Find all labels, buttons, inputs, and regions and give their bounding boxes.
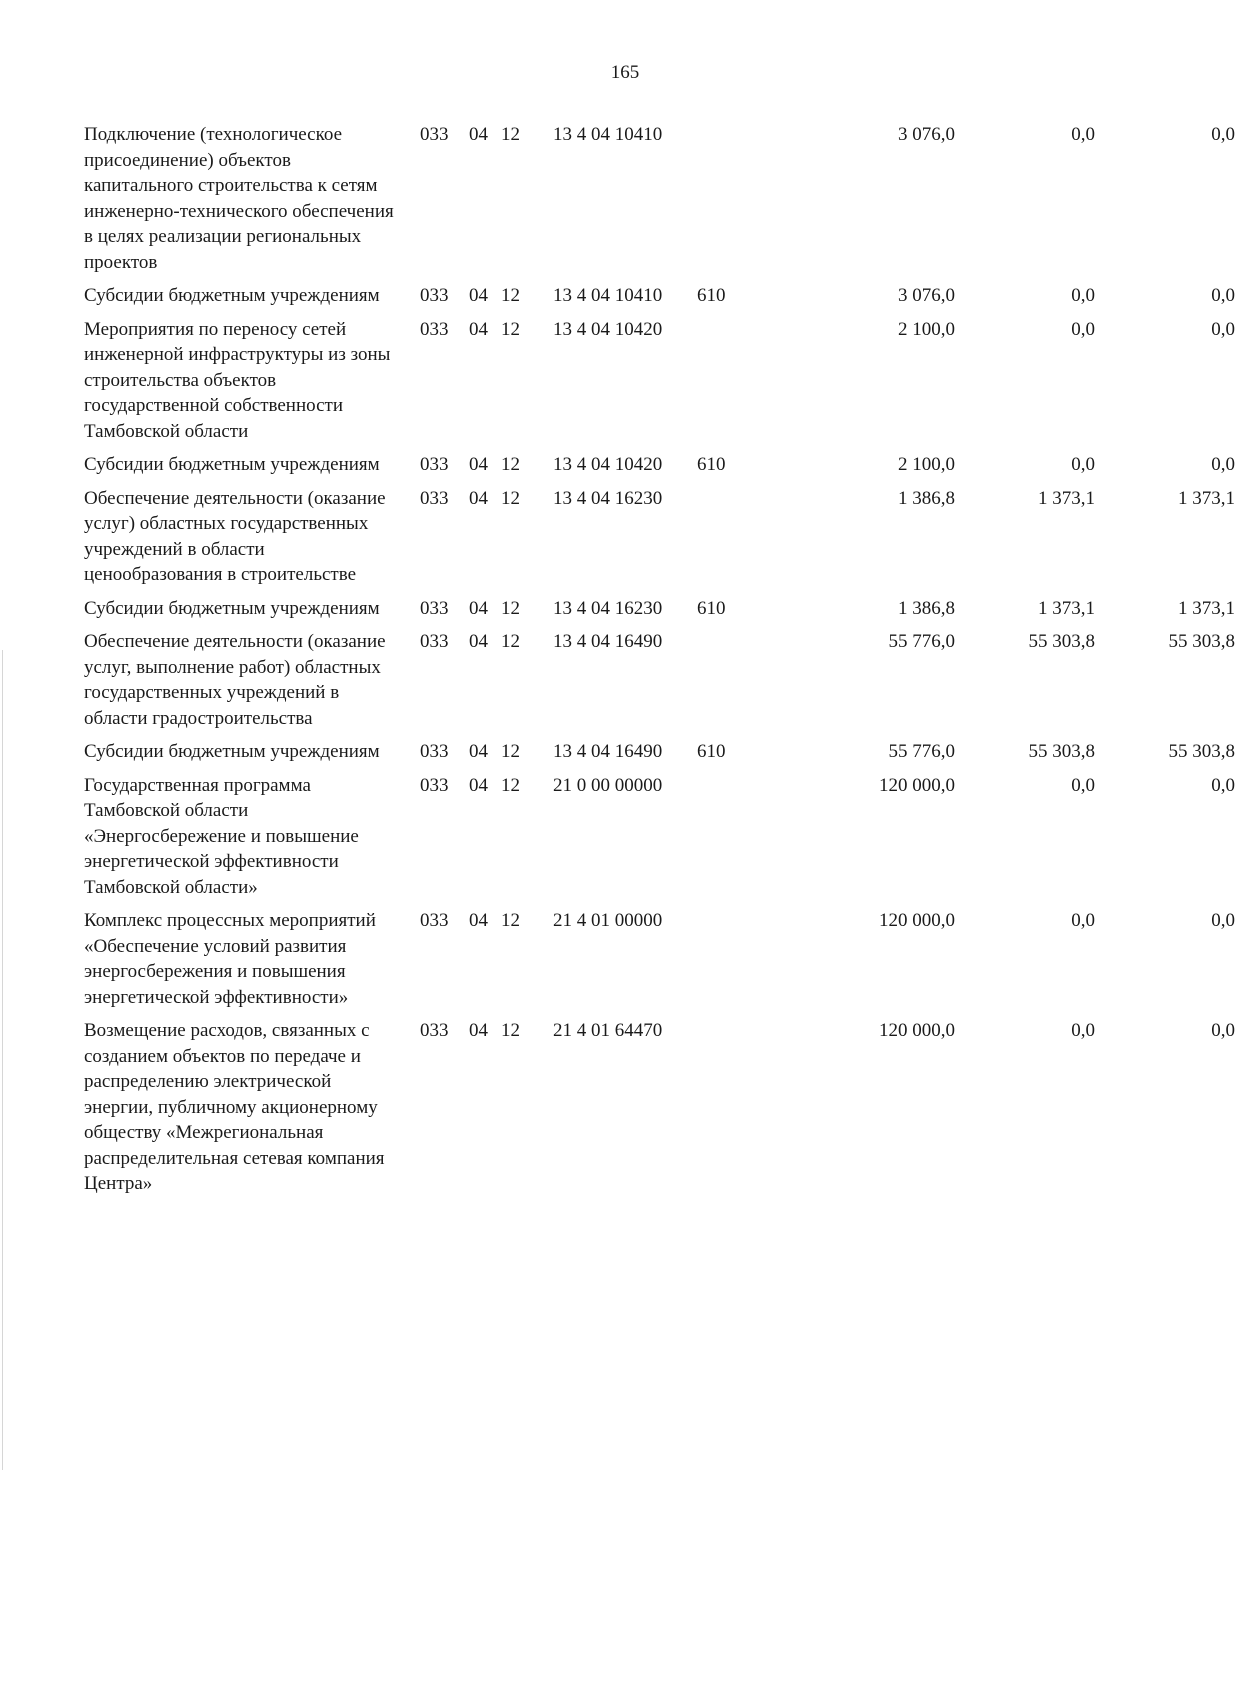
page-number: 165 xyxy=(610,62,640,83)
row-name: Мероприятия по переносу сетей инженерной инфраструктуры из зоны строительства объектов государственной собственности Тамбовской области xyxy=(84,318,391,442)
expense-type-code: 610 xyxy=(697,285,726,306)
amount-year-1: 120 000,0 xyxy=(879,774,955,796)
amount-year-3: 0,0 xyxy=(1211,910,1235,931)
target-article-code: 13 4 04 16230 xyxy=(553,597,663,619)
amount-year-2: 0,0 xyxy=(1071,318,1095,340)
table-row xyxy=(84,596,1235,622)
amount-year-1: 120 000,0 xyxy=(879,910,955,931)
ministry-code: 033 xyxy=(420,910,449,931)
target-article-code: 13 4 04 10420 xyxy=(553,454,663,475)
target-article-code: 13 4 04 16490 xyxy=(553,631,663,652)
row-name: Субсидии бюджетным учреждениям xyxy=(84,741,380,762)
table-row xyxy=(84,486,1235,588)
subsection-code: 12 xyxy=(501,1020,520,1041)
amount-year-2: 1 373,1 xyxy=(1038,597,1095,619)
table-row xyxy=(84,908,1235,1010)
amount-year-3: 0,0 xyxy=(1211,318,1235,340)
section-code: 04 xyxy=(469,1020,488,1041)
table-row xyxy=(84,1018,1235,1197)
section-code: 04 xyxy=(469,910,488,931)
target-article-code: 13 4 04 16490 xyxy=(553,741,663,762)
budget-table xyxy=(84,122,1235,1205)
target-article-code: 13 4 04 10420 xyxy=(553,318,663,340)
amount-year-2: 0,0 xyxy=(1071,1020,1095,1041)
row-name: Субсидии бюджетным учреждениям xyxy=(84,285,380,306)
subsection-code: 12 xyxy=(501,597,520,619)
expense-type-code: 610 xyxy=(697,741,726,762)
row-name: Государственная программа Тамбовской области «Энергосбережение и повышение энергетической эффективности Тамбовской области» xyxy=(84,774,359,898)
amount-year-2: 0,0 xyxy=(1071,910,1095,931)
amount-year-3: 1 373,1 xyxy=(1178,597,1235,619)
expense-type-code: 610 xyxy=(697,454,726,475)
table-row xyxy=(84,283,1235,309)
amount-year-3: 0,0 xyxy=(1211,1020,1235,1041)
row-name: Субсидии бюджетным учреждениям xyxy=(84,454,380,475)
table-row xyxy=(84,122,1235,275)
subsection-code: 12 xyxy=(501,774,520,796)
amount-year-3: 0,0 xyxy=(1211,454,1235,475)
amount-year-2: 0,0 xyxy=(1071,454,1095,475)
section-code: 04 xyxy=(469,285,488,306)
ministry-code: 033 xyxy=(420,285,449,306)
amount-year-2: 0,0 xyxy=(1071,774,1095,796)
scan-margin-line xyxy=(2,650,3,1470)
amount-year-3: 1 373,1 xyxy=(1178,487,1235,509)
ministry-code: 033 xyxy=(420,1020,449,1041)
table-row xyxy=(84,773,1235,901)
subsection-code: 12 xyxy=(501,124,520,145)
table-row xyxy=(84,452,1235,478)
target-article-code: 13 4 04 16230 xyxy=(553,487,663,509)
row-name: Подключение (технологическое присоединение) объектов капитального строительства к сетям инженерно-технического обеспечения в целях реализации региональных проектов xyxy=(84,124,394,273)
row-name: Обеспечение деятельности (оказание услуг) областных государственных учреждений в области ценообразования в строительстве xyxy=(84,487,386,585)
table-row xyxy=(84,317,1235,445)
amount-year-1: 3 076,0 xyxy=(898,285,955,306)
amount-year-3: 0,0 xyxy=(1211,124,1235,145)
section-code: 04 xyxy=(469,741,488,762)
amount-year-1: 1 386,8 xyxy=(898,487,955,509)
amount-year-1: 55 776,0 xyxy=(888,741,955,762)
amount-year-1: 2 100,0 xyxy=(898,318,955,340)
amount-year-3: 0,0 xyxy=(1211,774,1235,796)
row-name: Комплекс процессных мероприятий «Обеспечение условий развития энергосбережения и повышения энергетической эффективности» xyxy=(84,910,376,1008)
row-name: Обеспечение деятельности (оказание услуг, выполнение работ) областных государственных учреждений в области градостроительства xyxy=(84,631,386,729)
section-code: 04 xyxy=(469,631,488,652)
table-row xyxy=(84,739,1235,765)
subsection-code: 12 xyxy=(501,741,520,762)
row-name: Возмещение расходов, связанных с созданием объектов по передаче и распределению электрической энергии, публичному акционерному обществу «Межрегиональная распределительная сетевая компания Центра» xyxy=(84,1020,385,1194)
target-article-code: 21 4 01 00000 xyxy=(553,910,663,931)
amount-year-1: 2 100,0 xyxy=(898,454,955,475)
amount-year-2: 55 303,8 xyxy=(1028,741,1095,762)
subsection-code: 12 xyxy=(501,487,520,509)
section-code: 04 xyxy=(469,124,488,145)
subsection-code: 12 xyxy=(501,318,520,340)
amount-year-1: 120 000,0 xyxy=(879,1020,955,1041)
ministry-code: 033 xyxy=(420,487,449,509)
expense-type-code: 610 xyxy=(697,597,726,619)
target-article-code: 21 4 01 64470 xyxy=(553,1020,663,1041)
amount-year-1: 55 776,0 xyxy=(888,631,955,652)
target-article-code: 21 0 00 00000 xyxy=(553,774,663,796)
ministry-code: 033 xyxy=(420,741,449,762)
table-row xyxy=(84,629,1235,731)
subsection-code: 12 xyxy=(501,631,520,652)
row-name: Субсидии бюджетным учреждениям xyxy=(84,597,380,619)
section-code: 04 xyxy=(469,454,488,475)
amount-year-2: 55 303,8 xyxy=(1028,631,1095,652)
section-code: 04 xyxy=(469,318,488,340)
section-code: 04 xyxy=(469,774,488,796)
subsection-code: 12 xyxy=(501,910,520,931)
ministry-code: 033 xyxy=(420,597,449,619)
amount-year-2: 1 373,1 xyxy=(1038,487,1095,509)
amount-year-3: 55 303,8 xyxy=(1168,631,1235,652)
amount-year-1: 3 076,0 xyxy=(898,124,955,145)
section-code: 04 xyxy=(469,487,488,509)
section-code: 04 xyxy=(469,597,488,619)
target-article-code: 13 4 04 10410 xyxy=(553,124,663,145)
ministry-code: 033 xyxy=(420,774,449,796)
ministry-code: 033 xyxy=(420,124,449,145)
amount-year-2: 0,0 xyxy=(1071,285,1095,306)
target-article-code: 13 4 04 10410 xyxy=(553,285,663,306)
ministry-code: 033 xyxy=(420,454,449,475)
ministry-code: 033 xyxy=(420,318,449,340)
subsection-code: 12 xyxy=(501,285,520,306)
amount-year-3: 55 303,8 xyxy=(1168,741,1235,762)
ministry-code: 033 xyxy=(420,631,449,652)
amount-year-2: 0,0 xyxy=(1071,124,1095,145)
subsection-code: 12 xyxy=(501,454,520,475)
amount-year-1: 1 386,8 xyxy=(898,597,955,619)
amount-year-3: 0,0 xyxy=(1211,285,1235,306)
